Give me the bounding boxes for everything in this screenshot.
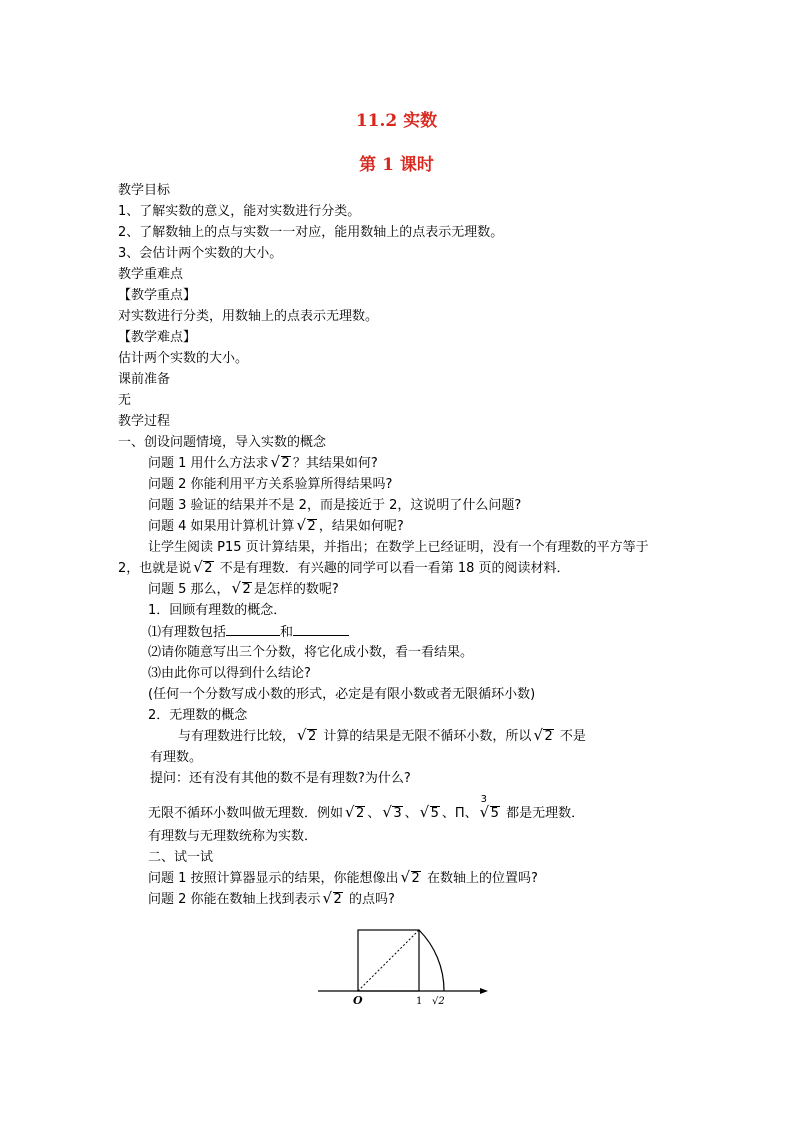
question-3: 问题 3 验证的结果并不是 2，而是接近于 2，这说明了什么问题?: [148, 498, 522, 513]
page-subtitle: 第 1 课时: [359, 155, 434, 175]
sqrt-2-expr: √ 2: [323, 891, 343, 909]
one-label: 1: [416, 996, 423, 1007]
key-point-label: 【教学重点】: [118, 288, 197, 303]
section-heading-key-points: 教学重难点: [118, 267, 184, 282]
compass-arc: [419, 930, 444, 991]
answer-blank-1: [226, 623, 280, 636]
sqrt2-label: √2: [432, 996, 445, 1007]
sqrt-2-expr: √ 2: [401, 870, 421, 888]
sqrt-2-expr: √ 2: [345, 805, 365, 823]
axis-arrow: [480, 988, 488, 994]
sqrt-2-expr: √ 2: [271, 455, 291, 473]
key-point-text: 对实数进行分类，用数轴上的点表示无理数。: [118, 309, 379, 324]
difficulty-text: 估计两个实数的大小。: [118, 351, 249, 366]
origin-label: O: [353, 994, 363, 1007]
subsection-1c: ⑶由此你可以得到什么结论?: [148, 666, 311, 681]
sqrt-5-expr: √ 5: [420, 805, 440, 823]
goal-1: 1、了解实数的意义，能对实数进行分类。: [118, 204, 361, 219]
real-number-definition: 有理数与无理数统称为实数．: [148, 829, 318, 844]
answer-blank-2: [293, 623, 349, 636]
subsection-2c: 提问：还有没有其他的数不是有理数?为什么?: [150, 771, 411, 786]
goal-2: 2、了解数轴上的点与实数一一对应，能用数轴上的点表示无理数。: [118, 225, 504, 240]
sqrt-2-expr: √ 2: [232, 581, 252, 599]
question-1: 问题 1 用什么方法求√ 2 ？其结果如何?: [148, 455, 378, 473]
sqrt-2-expr: √ 2: [297, 518, 317, 536]
part-two-heading: 二、试一试: [148, 850, 214, 865]
sqrt-2-expr: √ 2: [533, 728, 553, 746]
subsection-1: 1．回顾有理数的概念．: [148, 603, 287, 618]
sqrt-3-expr: √ 3: [382, 805, 402, 823]
difficulty-label: 【教学难点】: [118, 330, 197, 345]
try-question-2: 问题 2 你能在数轴上找到表示√ 2 的点吗?: [148, 891, 395, 909]
number-line-figure: [310, 922, 500, 1012]
section-heading-process: 教学过程: [118, 414, 171, 429]
paragraph-line-1: 让学生阅读 P15 页计算结果，并指出；在数学上已经证明，没有一个有理数的平方等于: [148, 540, 649, 555]
subsection-1a: ⑴有理数包括 和: [148, 623, 349, 642]
subsection-2a: 与有理数进行比较，√ 2 计算的结果是无限不循环小数，所以√ 2 不是: [178, 728, 586, 746]
section-heading-goals: 教学目标: [118, 183, 171, 198]
page-title: 11.2 实数: [355, 111, 438, 131]
square-diagonal: [358, 930, 419, 991]
question-2: 问题 2 你能利用平方关系验算所得结果吗?: [148, 477, 393, 492]
question-5: 问题 5 那么，√ 2 是怎样的数呢?: [148, 581, 339, 599]
goal-3: 3、会估计两个实数的大小。: [118, 246, 283, 261]
sqrt-2-expr: √ 2: [193, 560, 213, 578]
irrational-definition: 无限不循环小数叫做无理数．例如√ 2 、√ 3 、√ 5 、Π、 √ 3 5 都是无理数．: [148, 805, 584, 823]
sqrt-2-expr: √ 2: [297, 728, 317, 746]
cube-root-5-expr: √ 3 5: [480, 805, 500, 823]
subsection-1b: ⑵请你随意写出三个分数，将它化成小数，看一看结果。: [148, 645, 474, 660]
subsection-1d: (任何一个分数写成小数的形式，必定是有限小数或者无限循环小数): [148, 687, 536, 702]
subsection-2: 2．无理数的概念: [148, 708, 248, 723]
part-one-heading: 一、创设问题情境，导入实数的概念: [118, 435, 327, 450]
section-heading-preparation: 课前准备: [118, 372, 171, 387]
subsection-2b: 有理数。: [150, 750, 203, 765]
try-question-1: 问题 1 按照计算器显示的结果，你能想像出√ 2 在数轴上的位置吗?: [148, 870, 538, 888]
preparation-text: 无: [118, 393, 132, 408]
question-4: 问题 4 如果用计算机计算√ 2 ，结果如何呢?: [148, 518, 404, 536]
paragraph-line-2: 2，也就是说√ 2 不是有理数．有兴趣的同学可以看一看第 18 页的阅读材料．: [118, 560, 570, 578]
